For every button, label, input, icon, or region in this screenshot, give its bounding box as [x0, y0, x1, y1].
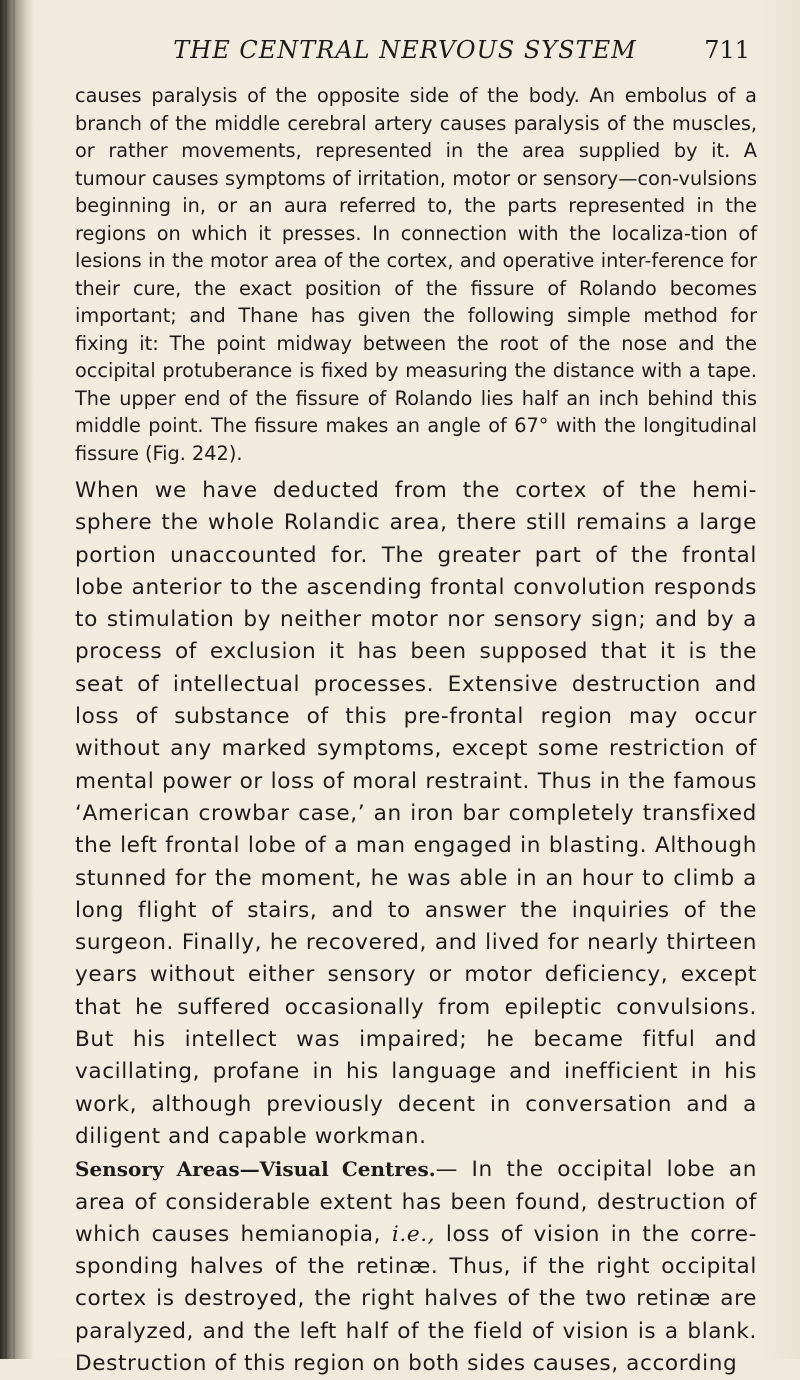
- paragraph-text: loss of vision in the corre-sponding halves of the retinæ. Thus, if the right occipital cortex is destroyed, the right halves of the two retinæ are paralyzed, and the left half of the field of vision is a blank. Destruction of this region on both sides causes, according: [75, 1221, 757, 1377]
- body-text: [75, 82, 757, 1380]
- paragraph-prefrontal: When we have deducted from the cortex of the hemi-sphere the whole Rolandic area, there still remains a large portion unaccounted for. The greater part of the frontal lobe anterior to the ascending frontal convolution responds to stimulation by neither motor nor sensory sign; and by a process of exclusion it has been supposed that it is the seat of intellectual processes. Extensive destruction and loss of substance of this pre-frontal region may occur without any marked symptoms, except some restriction of mental power or loss of moral restraint. Thus in the famous ‘American crowbar case,’ an iron bar completely transfixed the left frontal lobe of a man engaged in blasting. Although stunned for the moment, he was able in an hour to climb a long flight of stairs, and to answer the inquiries of the surgeon. Finally, he recovered, and lived for nearly thirteen years without either sensory or motor deficiency, except that he suffered occasionally from epileptic convulsions. But his intellect was impaired; he became fitful and vacillating, profane in his language and inefficient in his work, although previously decent in conversation and a diligent and capable workman.: [75, 478, 757, 1149]
- page-number: 711: [704, 36, 750, 64]
- paragraph-visual-centres: [75, 1153, 757, 1380]
- spine-edge-line: [5, 0, 7, 1359]
- paragraph-text: — In the occipital lobe an area of considerable extent has been found, destruction of which causes hemianopia,: [75, 1157, 757, 1247]
- section-heading: Sensory Areas—Visual Centres.: [75, 1157, 436, 1182]
- paragraph-rolando: causes paralysis of the opposite side of the body. An embolus of a branch of the middle cerebral artery causes paralysis of the muscles, or rather movements, represented in the area supplied by it. A tumour causes symptoms of irritation, motor or sensory—con-vulsions beginning in, or an aura referred to, the parts represented in the regions on which it presses. In connection with the localiza-tion of lesions in the motor area of the cortex, and operative inter-ference for their cure, the exact position of the fissure of Rolando becomes important; and Thane has given the following simple method for fixing it: The point midway between the root of the nose and the occipital protuberance is fixed by measuring the distance with a tape. The upper end of the fissure of Rolando lies half an inch behind this middle point. The fissure makes an angle of 67° with the longitudinal fissure (Fig. 242).: [75, 84, 757, 465]
- paragraph-italic-text: i.e.,: [391, 1221, 436, 1247]
- spine-edge-line: [13, 0, 15, 1359]
- running-title: THE CENTRAL NERVOUS SYSTEM: [173, 36, 637, 64]
- running-head: [60, 36, 750, 66]
